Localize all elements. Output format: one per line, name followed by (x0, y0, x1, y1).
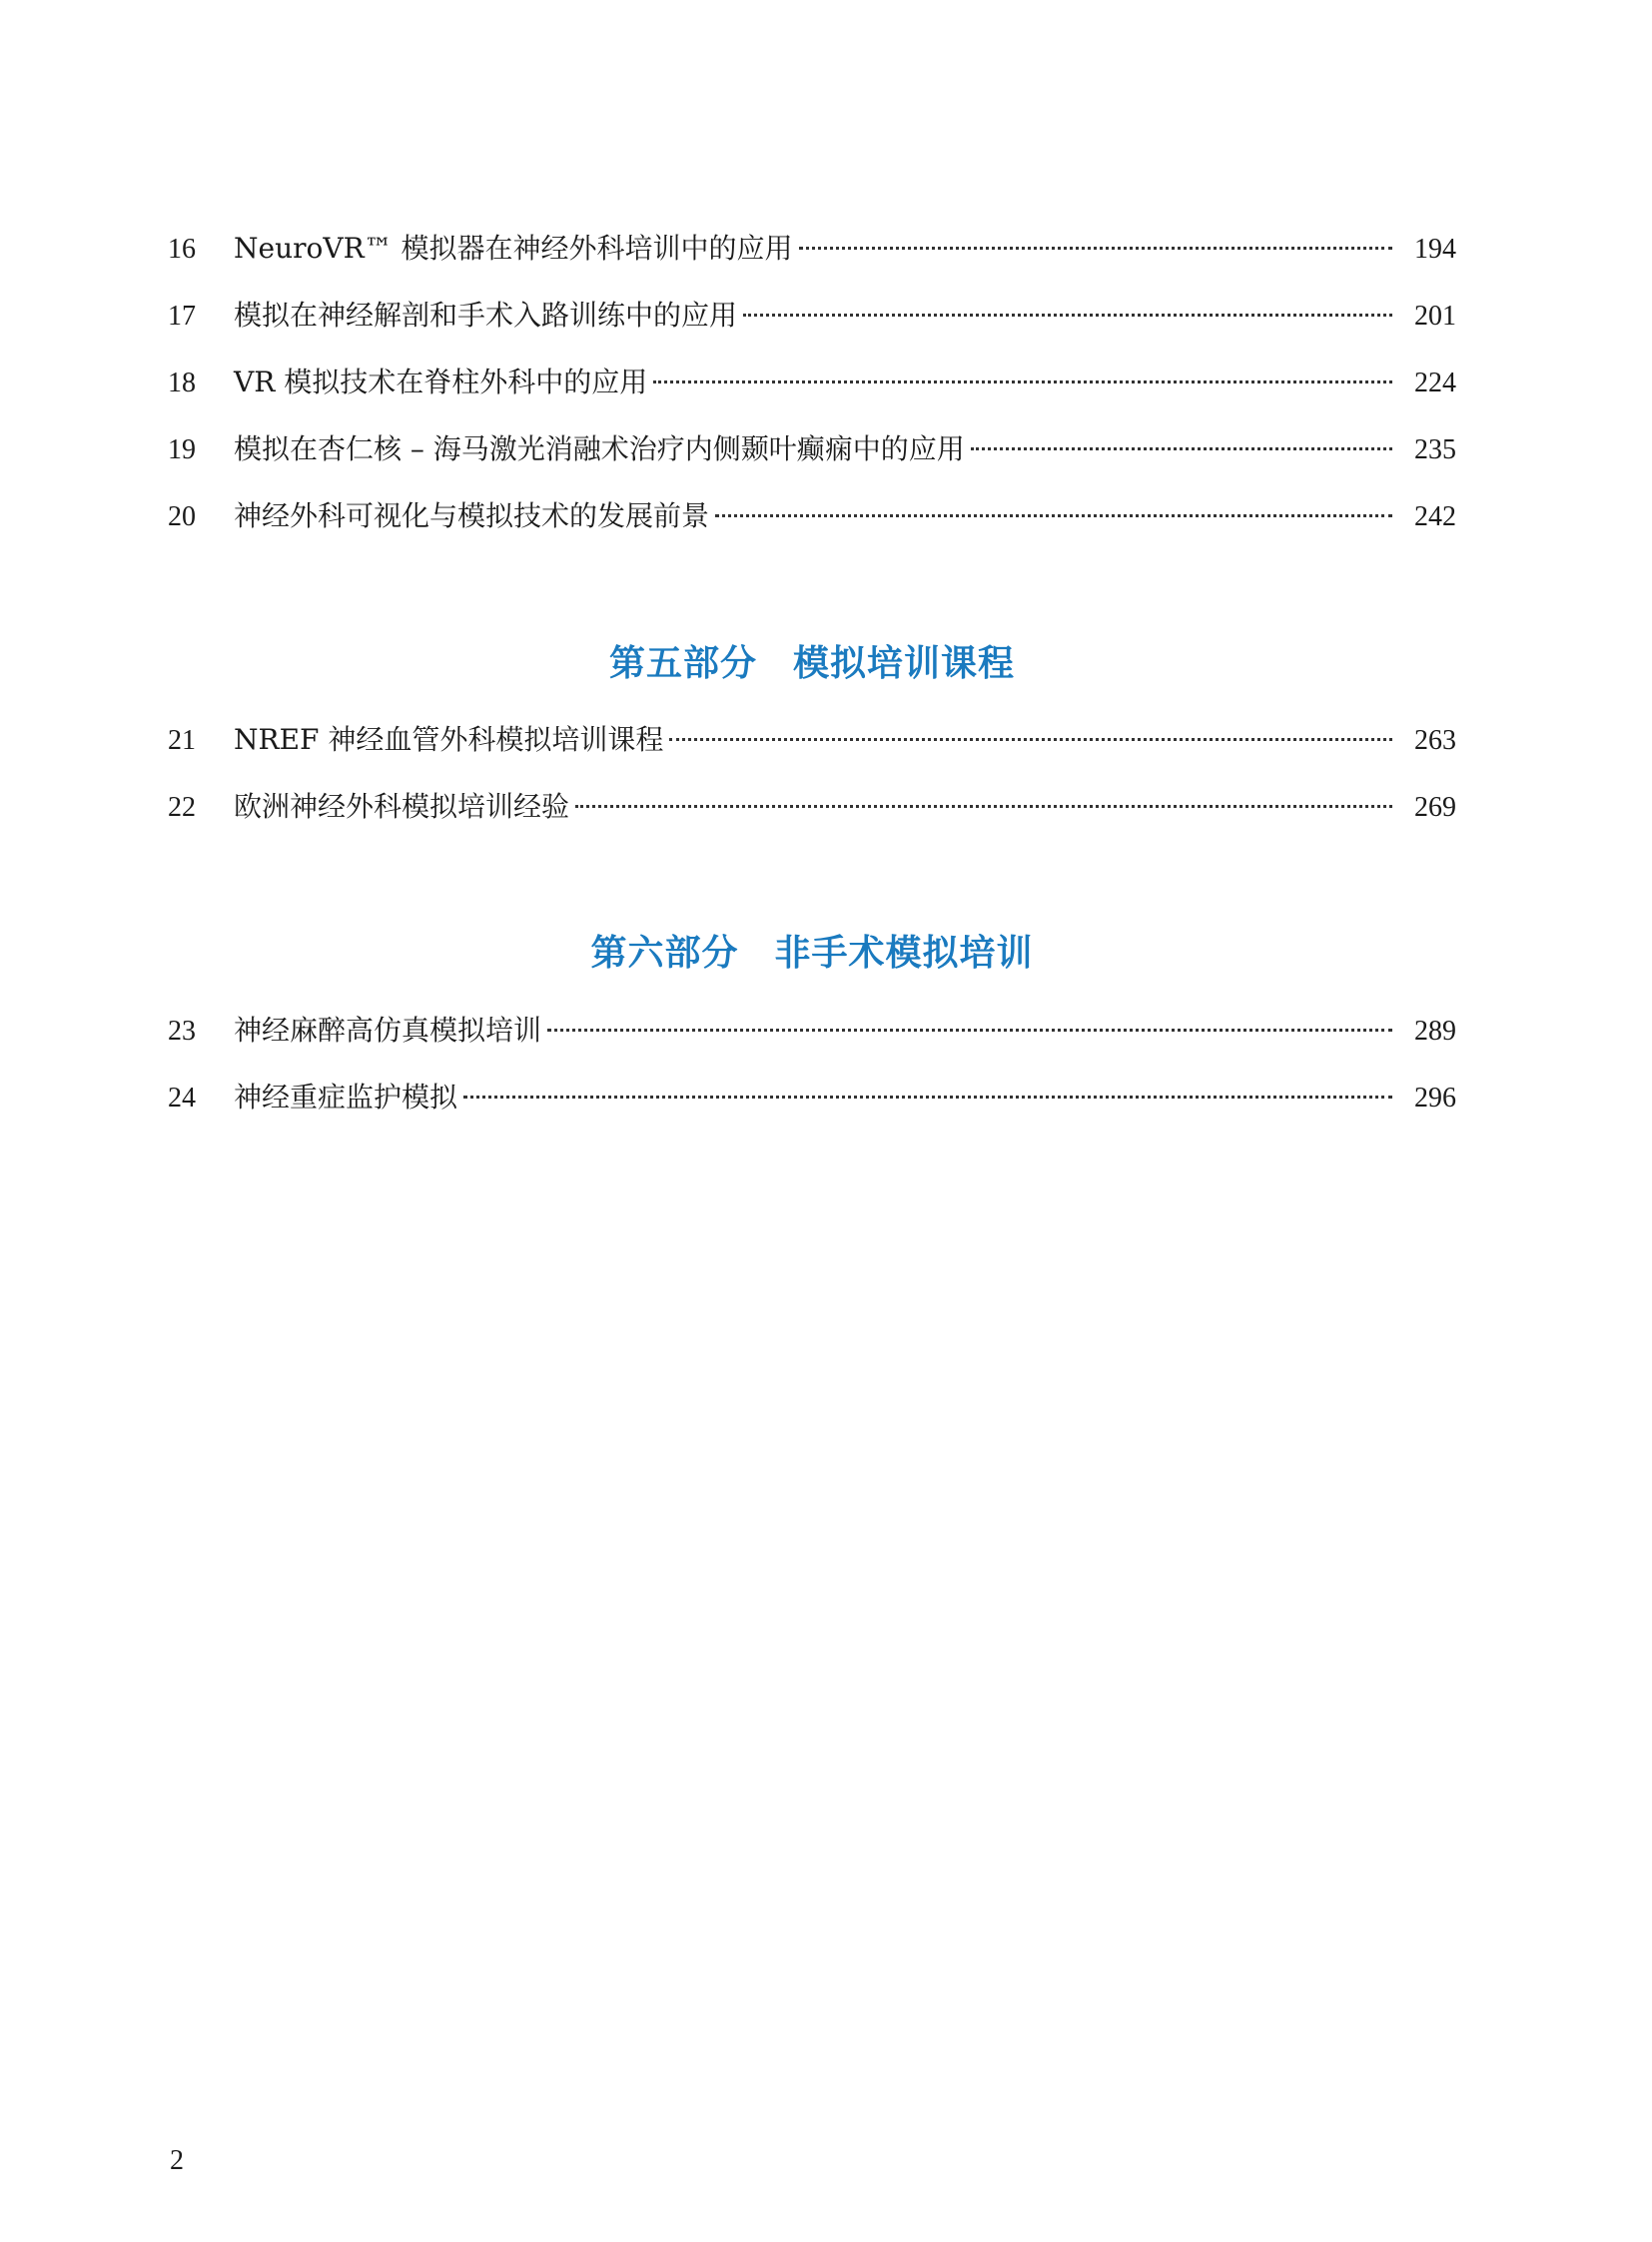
dot-leader (575, 805, 1392, 808)
toc-entry-number: 18 (168, 368, 196, 398)
toc-entry-number: 22 (168, 792, 196, 823)
dot-leader (715, 514, 1392, 517)
toc-group-3 (168, 1014, 1456, 1147)
section-part-label: 第五部分 (608, 643, 757, 684)
toc-entry[interactable] (168, 232, 1456, 299)
toc-entry[interactable] (168, 299, 1456, 366)
toc-entry-page: 242 (1414, 501, 1456, 532)
toc-entry-number: 17 (168, 301, 196, 332)
dot-leader (971, 447, 1392, 450)
dot-leader (743, 314, 1392, 317)
toc-entry-title: NREF 神经血管外科模拟培训课程 (234, 723, 664, 756)
section-heading-part-5 (168, 635, 1456, 686)
toc-entry[interactable] (168, 499, 1456, 566)
toc-entry-number: 20 (168, 501, 196, 532)
section-title: 模拟培训课程 (793, 643, 1016, 684)
toc-entry-page: 289 (1414, 1016, 1456, 1047)
toc-entry-number: 23 (168, 1016, 196, 1047)
toc-entry-title: 神经重症监护模拟 (234, 1081, 458, 1114)
toc-entry-title: 神经外科可视化与模拟技术的发展前景 (234, 499, 710, 532)
toc-entry-title: 模拟在杏仁核 – 海马激光消融术治疗内侧颞叶癫痫中的应用 (234, 432, 965, 465)
toc-entry-page: 296 (1414, 1083, 1456, 1114)
toc-entry[interactable] (168, 723, 1456, 790)
toc-entry-page: 194 (1414, 234, 1456, 265)
toc-entry-page: 263 (1414, 725, 1456, 756)
toc-entry-title: VR 模拟技术在脊柱外科中的应用 (234, 366, 648, 398)
section-part-label: 第六部分 (590, 933, 739, 974)
toc-entry-number: 24 (168, 1083, 196, 1114)
toc-group-2 (168, 723, 1456, 857)
toc-entry-number: 19 (168, 434, 196, 465)
toc-entry-page: 235 (1414, 434, 1456, 465)
toc-entry[interactable] (168, 366, 1456, 432)
toc-entry-page: 269 (1414, 792, 1456, 823)
section-title: 非手术模拟培训 (774, 933, 1034, 974)
dot-leader (653, 380, 1392, 383)
toc-entry-title: NeuroVR™ 模拟器在神经外科培训中的应用 (234, 232, 793, 265)
toc-entry-title: 模拟在神经解剖和手术入路训练中的应用 (234, 299, 738, 332)
section-heading-part-6 (168, 925, 1456, 976)
dot-leader (669, 738, 1392, 741)
toc-entry-number: 21 (168, 725, 196, 756)
toc-entry[interactable] (168, 1081, 1456, 1147)
toc-entry-page: 224 (1414, 368, 1456, 398)
toc-entry[interactable] (168, 432, 1456, 499)
dot-leader (547, 1029, 1392, 1032)
toc-entry[interactable] (168, 1014, 1456, 1081)
dot-leader (799, 247, 1392, 250)
toc-entry[interactable] (168, 790, 1456, 857)
toc-entry-title: 神经麻醉高仿真模拟培训 (234, 1014, 542, 1047)
toc-group-1 (168, 232, 1456, 566)
toc-entry-title: 欧洲神经外科模拟培训经验 (234, 790, 570, 823)
page-number: 2 (170, 2145, 184, 2176)
toc-entry-number: 16 (168, 234, 196, 265)
toc-entry-page: 201 (1414, 301, 1456, 332)
dot-leader (463, 1096, 1392, 1099)
